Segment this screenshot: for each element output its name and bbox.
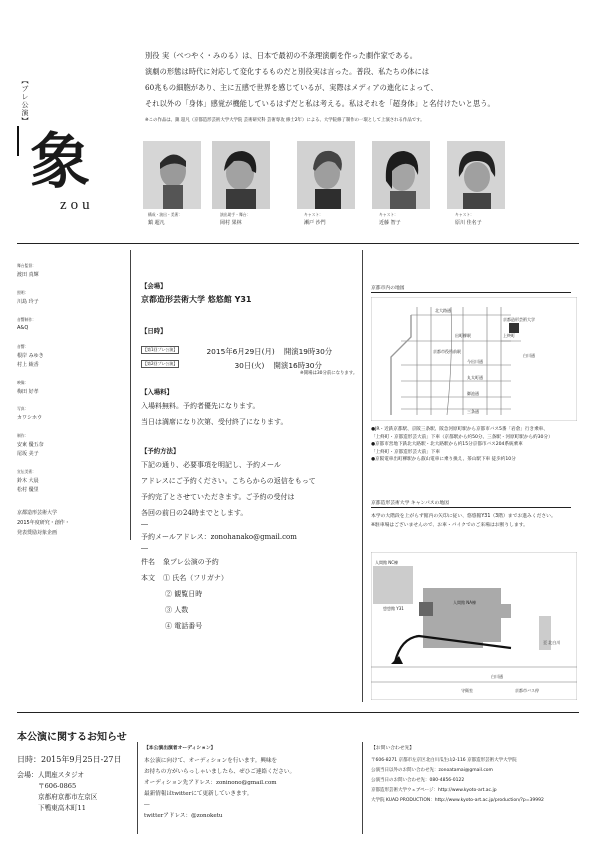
announce-heading: 本公演に関するお知らせ [17, 732, 127, 743]
place-label: 上終町 [503, 333, 515, 338]
reservation-subject: 件名 象プレ公演の予約 [141, 558, 219, 566]
cast-caption: 構成・演出・美術： 鎮 超凡 [148, 212, 183, 226]
map2-title-rule [371, 507, 571, 508]
entry-heading: 【入場料】 [141, 388, 173, 396]
logo-kanji: 象 [30, 127, 90, 197]
reservation-line: 予約完了とさせていただきます。ご予約の受付は [141, 493, 295, 501]
audition-heading: 【本公演出演者オーディション】 [144, 746, 216, 751]
cast-photo [297, 141, 355, 209]
column-divider [362, 250, 363, 702]
credit-block: 写真： カワシホウ [17, 406, 43, 421]
cast-caption: キャスト： 近藤 智子 [379, 212, 401, 226]
reservation-item: ③ 人数 [165, 606, 189, 614]
venue-name: 京都造形芸術大学 悠悠館 Y31 [141, 295, 252, 304]
place-label: 京都造形芸術大学 [503, 317, 535, 322]
credit-block: 照明： 川島 玲子 [17, 290, 39, 305]
divider [17, 243, 579, 244]
support-note: 京都造形芸術大学 2015年度研究・創作・ 発表奨励対象企画 [17, 510, 70, 536]
audition-text: 本公演に向けて、オーディションを行います。興味を お持ちの方がいらっしゃいましたら、ぜひご連絡ください。 オーディション先アドレス：zoninono@gmail.com 最新情報はtwitterにて更新していきます。 ― twitterアドレス：@zonoketu [144, 758, 296, 819]
reservation-item: ④ 電話番号 [165, 622, 203, 630]
reservation-email[interactable]: 予約メールアドレス：zonohanako@gmail.com [141, 533, 297, 541]
dash: ― [141, 520, 148, 528]
street-label: 御池通 [467, 391, 479, 396]
street-label: 白川通 [523, 353, 535, 358]
announce-date: 日時：2015年9月25日-27日 [17, 755, 122, 764]
schedule-row: 【第1回プレ公演】 2015年6月29日(月) 開演19時30分 [143, 346, 333, 356]
credit-block: 音響： 根岸 みゆき 村上 綾香 [17, 344, 44, 368]
map-label: 京都市バス停 [515, 688, 539, 693]
credit-block: 宣伝美術： 鈴木 大晨 松村 優里 [17, 469, 39, 493]
reservation-line: 下記の通り、必要事項を明記し、予約メール [141, 461, 281, 469]
map-label: 白川通 [491, 674, 503, 679]
venue-heading: 【会場】 [141, 282, 167, 290]
cast-caption: キャスト： 原川 佳名子 [455, 212, 482, 226]
intro-text [145, 48, 495, 112]
street-label: 今出川通 [467, 359, 483, 364]
map-label: 悠悠館 Y31 [383, 606, 404, 611]
announce-venue-label: 会場： [17, 771, 38, 779]
column-divider [362, 742, 363, 834]
intro-line: 60兆もの細胞があり、主に五感で世界を感じているが、実際はメディアの進化によって、 [145, 83, 438, 92]
map-label: 守衛室 [461, 688, 473, 693]
side-label: 【ブレ公演】 [21, 77, 29, 125]
reservation-line: 各回の前日の24時までとします。 [141, 509, 248, 517]
cast-caption: キャスト： 瀬戸 沙門 [304, 212, 326, 226]
schedule-note: ※開場は30分前になります。 [300, 371, 358, 376]
map1-title: 京都市内の地図 [371, 286, 405, 291]
logo-romaji: zou [60, 197, 94, 213]
dash: ― [141, 544, 148, 552]
intro-note: ※この作品は、鎮 超凡（京都造形芸術大学大学院 芸術研究科 芸術専攻 修士2年）による、大学院修了制作の一環として上演される作品です。 [145, 118, 425, 123]
city-map [371, 297, 577, 421]
map-label: 人間館 NC棟 [375, 560, 399, 565]
entry-line: 当日は満席になり次第、受付終了になります。 [141, 418, 288, 426]
column-divider [130, 250, 131, 540]
street-label: 三条通 [467, 409, 479, 414]
credit-block: 舞台監督： 渡田 真輝 [17, 263, 39, 278]
entry-line: 入場料無料。予約者優先になります。 [141, 402, 260, 410]
schedule-row: 【第2回プレ公演】 30日(火) 開演16時30分 [143, 360, 322, 370]
map2-instructions: 本学の大階段を上がらず館内の矢印に従い、悠悠館Y31（3階）までお進みください。 ※駐車場はございませんので、お車・バイクでのご来場はお断りします。 [371, 514, 556, 528]
contact-heading: 【お問い合わせ先】 [371, 746, 415, 751]
intro-line: 演劇の形態は時代に対応して変化するものだと別役実は言った。普段、私たちの体には [145, 67, 430, 76]
contact-text: 〒606-8271 京都市左京区北白川瓜生山2-116 京都造形芸術大学大学院 公演当日以外のお問い合わせ先：zonoatamai@gmail.com 公演当日のお問い合わせ先：080-4856-0122 京都造形芸術大学ウェブページ：http://www.kyoto-art.ac.jp 大学院 KUAD PRODUCTION：http://www.kyoto-art.ac.jp/production/?p=39992 [371, 758, 544, 803]
cast-photo [447, 141, 505, 209]
credit-block: 音響制作： A&Q [17, 317, 36, 331]
side-bar [17, 126, 19, 156]
street-label: 丸太町通 [467, 375, 483, 380]
intro-line: 別役 実（べつやく・みのる）は、日本で最初の不条理演劇を作った劇作家である。 [145, 51, 418, 60]
place-label: 京都市役所前駅 [433, 349, 461, 354]
cast-caption: 演出助手・舞台： 岡村 果林 [220, 212, 251, 226]
map1-title-rule [371, 292, 571, 293]
street-label: 北大路通 [435, 308, 451, 313]
intro-line: それ以外の「身体」感覚が機能しているはずだと私は考える。私はそれを「超身体」と名付けたいと思う。 [145, 99, 495, 108]
reservation-item: ② 観覧日時 [165, 590, 203, 598]
divider [17, 712, 579, 713]
reservation-body: 本文 ① 氏名（フリガナ） [141, 574, 228, 582]
place-label: 出町柳駅 [455, 333, 471, 338]
credit-block: 映像： 梅田 好孝 [17, 380, 39, 395]
column-divider [137, 742, 138, 834]
map-label: 人間館 NA棟 [453, 600, 476, 605]
reservation-line: アドレスにご予約ください。こちらからの返信をもって [141, 477, 316, 485]
cast-photo [372, 141, 430, 209]
credit-block: 制作： 安東 優五奈 尾坂 美子 [17, 433, 44, 457]
announce-venue: 人間座スタジオ 〒606-0865 京都府京都市左京区 下鴨東高木町11 [38, 771, 98, 812]
map2-title: 京都造形芸術大学 キャンパスの地図 [371, 501, 449, 506]
cast-photo [143, 141, 201, 209]
campus-map [371, 552, 577, 700]
reservation-heading: 【予約方法】 [141, 447, 180, 455]
schedule-heading: 【日時】 [141, 327, 167, 335]
map1-notes: ●JR・近鉄京都駅、京阪三条駅、阪急河原町駅から京都市バス5番「岩倉」行き乗車、 「上終町・京都造形芸大前」下車（京都駅から約50分、三条駅・河原町駅から約30分） ●京都市営地下鉄北大路駅・北大路駅から約15分京都市バス204系統乗車 「上終町・京都造形芸大前」下車 ●京阪電車出町柳駅から叡山電車に乗り換え、茶山駅下車 徒歩約10分 [371, 427, 553, 463]
map-label: 至 北白川 [543, 640, 561, 645]
cast-photo [212, 141, 270, 209]
